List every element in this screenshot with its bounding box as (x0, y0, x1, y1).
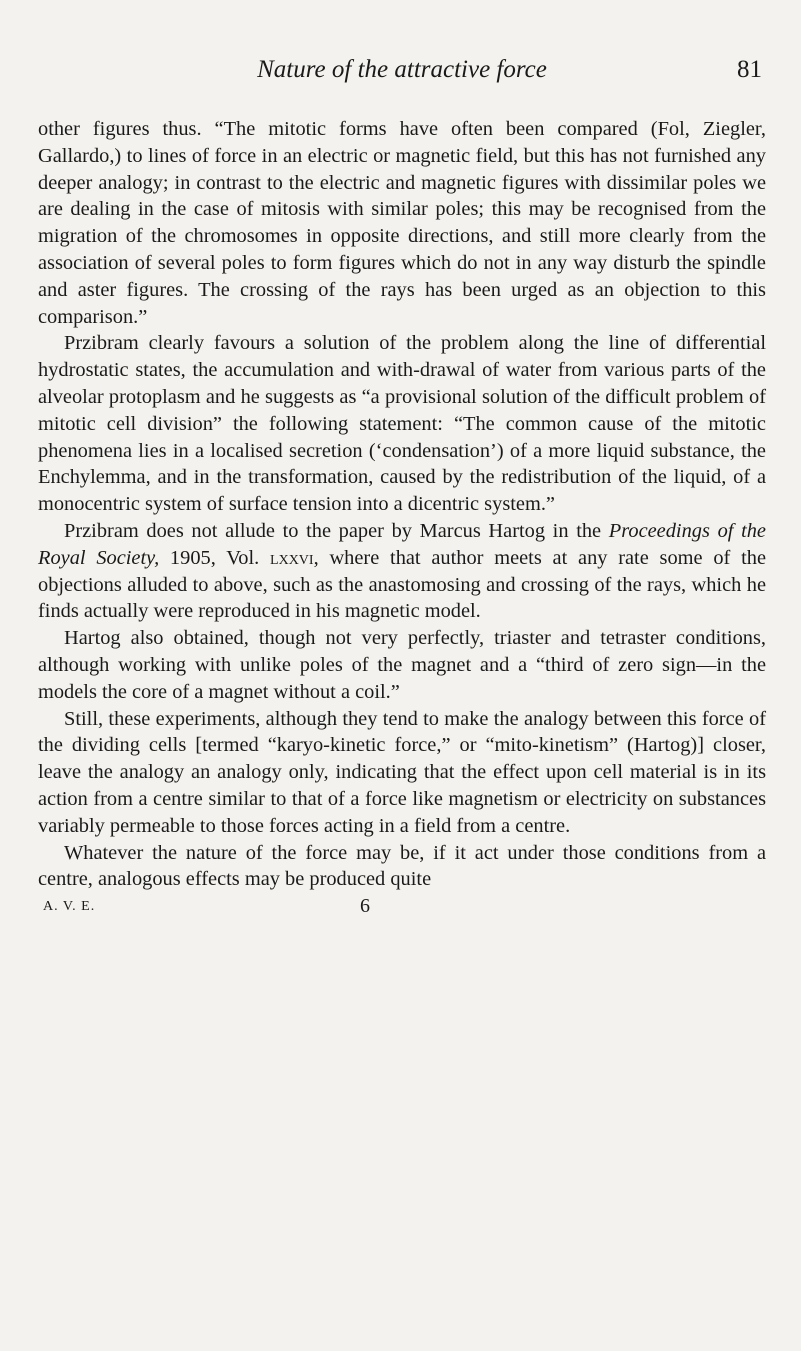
paragraph-3-text-a: Przibram does not allude to the paper by Marcus Hartog in the (64, 519, 609, 542)
volume-number: lxxvi, (270, 546, 319, 569)
paragraph-3-text-b: 1905, Vol. (159, 546, 271, 569)
page-footer (38, 895, 766, 921)
paragraph-1: other figures thus. “The mitotic forms have often been compared (Fol, Ziegler, Gallardo,) to lines of force in an electric or magnetic field, but this has not furnished any deeper analogy; in contrast to the electric and magnetic figures with dissimilar poles we are dealing in the case of mitosis with similar poles; this may be recognised from the migration of the chromosomes in opposite directions, and still more clearly from the association of several poles to form figures which do not in any way disturb the spindle and aster figures. The crossing of the rays has been urged as an objection to this comparison.” (38, 118, 766, 328)
paragraph-2: Przibram clearly favours a solution of the problem along the line of differential hydrostatic states, the accumulation and with-drawal of water from various parts of the alveolar protoplasm and he suggests as “a provisional solution of the difficult problem of mitotic cell division” the following statement: “The common cause of the mitotic phenomena lies in a localised secretion (‘condensation’) of a more liquid substance, the Enchylemma, and in the transformation, caused by the redistribution of the liquid, of a monocentric system of surface tension into a dicentric system.” (38, 332, 766, 516)
paragraph-3 (38, 518, 766, 625)
journal-title: Proceedings of the Royal Society, (38, 519, 766, 569)
paragraph-3-text-c: where that author meets at any rate some of the objections alluded to above, such as the anastomosing and crossing of the rays, which he finds actually were reproduced in his magnetic model. (38, 546, 766, 623)
book-page (38, 56, 766, 921)
paragraph-6: Whatever the nature of the force may be, if it act under those conditions from a centre, analogous effects may be produced quite (38, 841, 766, 891)
page-number: 81 (737, 56, 762, 83)
paragraph-4: Hartog also obtained, though not very perfectly, triaster and tetraster conditions, although working with unlike poles of the magnet and a “third of zero sign—in the models the core of a magnet without a coil.” (38, 627, 766, 703)
running-title: Nature of the attractive force (257, 56, 547, 83)
body-text (38, 116, 766, 893)
sheet-number: 6 (360, 895, 370, 918)
running-head (38, 56, 766, 92)
paragraph-5: Still, these experiments, although they tend to make the analogy between this force of the dividing cells [termed “karyo-kinetic force,” or “mito-kinetism” (Hartog)] closer, leave the analogy an analogy only, indicating that the effect upon cell material is in its action from a centre similar to that of a force like magnetism or electricity on substances variably permeable to those forces acting in a field from a centre. (38, 707, 766, 837)
printer-signature: A. V. E. (43, 899, 96, 915)
